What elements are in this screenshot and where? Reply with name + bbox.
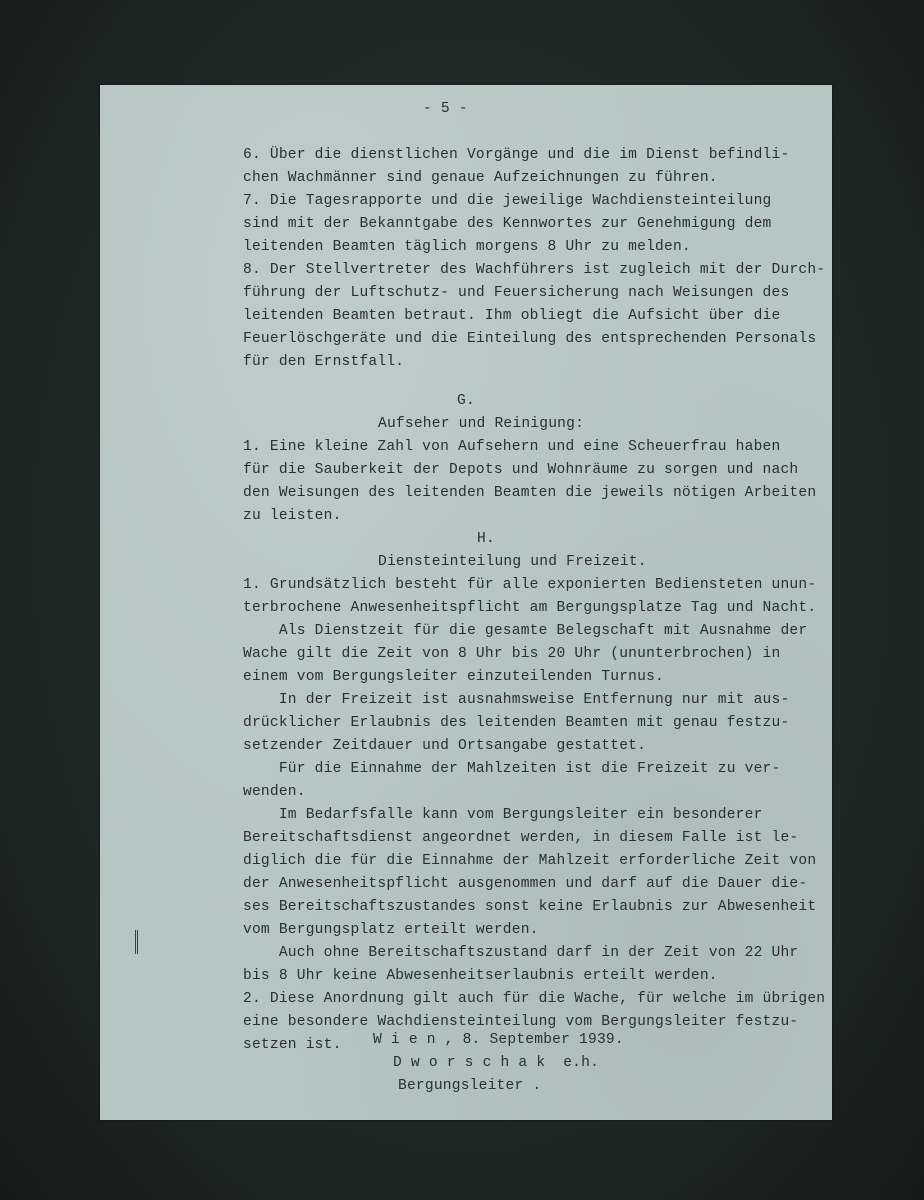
closing-place-date: W i e n , 8. September 1939.: [373, 1032, 624, 1048]
text-line: zu leisten.: [243, 508, 342, 524]
text-line: Feuerlöschgeräte und die Einteilung des entsprechenden Personals: [243, 331, 817, 347]
text-line: für die Sauberkeit der Depots und Wohnräume zu sorgen und nach: [243, 462, 799, 478]
text-line: setzen ist.: [243, 1037, 342, 1053]
text-line: 1. Eine kleine Zahl von Aufsehern und eine Scheuerfrau haben: [243, 439, 781, 455]
text-line: bis 8 Uhr keine Abwesenheitserlaubnis erteilt werden.: [243, 968, 718, 984]
text-line: wenden.: [243, 784, 306, 800]
section-h-letter: H.: [477, 531, 495, 547]
section-h-heading: Diensteinteilung und Freizeit.: [378, 554, 647, 570]
text-line: 8. Der Stellvertreter des Wachführers ist zugleich mit der Durch-: [243, 262, 826, 278]
text-line: sind mit der Bekanntgabe des Kennwortes zur Genehmigung dem: [243, 216, 772, 232]
text-line: eine besondere Wachdiensteinteilung vom Bergungsleiter festzu-: [243, 1014, 799, 1030]
text-line: diglich die für die Einnahme der Mahlzeit erforderliche Zeit von: [243, 853, 817, 869]
text-line: drücklicher Erlaubnis des leitenden Beamten mit genau festzu-: [243, 715, 790, 731]
text-line: chen Wachmänner sind genaue Aufzeichnungen zu führen.: [243, 170, 718, 186]
closing-title: Bergungsleiter .: [398, 1078, 542, 1094]
text-line: Als Dienstzeit für die gesamte Belegschaft mit Ausnahme der: [243, 623, 808, 639]
text-line: In der Freizeit ist ausnahmsweise Entfernung nur mit aus-: [243, 692, 790, 708]
margin-mark: [135, 930, 138, 954]
text-line: 7. Die Tagesrapporte und die jeweilige Wachdiensteinteilung: [243, 193, 772, 209]
text-line: vom Bergungsplatz erteilt werden.: [243, 922, 539, 938]
document-page: [100, 85, 832, 1120]
text-line: terbrochene Anwesenheitspflicht am Bergungsplatze Tag und Nacht.: [243, 600, 817, 616]
text-line: ses Bereitschaftszustandes sonst keine Erlaubnis zur Abwesenheit: [243, 899, 817, 915]
text-line: 2. Diese Anordnung gilt auch für die Wache, für welche im übrigen: [243, 991, 826, 1007]
section-g-heading: Aufseher und Reinigung:: [378, 416, 585, 432]
text-line: 1. Grundsätzlich besteht für alle exponierten Bediensteten unun-: [243, 577, 817, 593]
text-line: setzender Zeitdauer und Ortsangabe gestattet.: [243, 738, 647, 754]
text-line: für den Ernstfall.: [243, 354, 405, 370]
text-line: leitenden Beamten täglich morgens 8 Uhr zu melden.: [243, 239, 691, 255]
closing-signature: D w o r s c h a k e.h.: [393, 1055, 600, 1071]
section-g-letter: G.: [457, 393, 475, 409]
text-line: führung der Luftschutz- und Feuersicherung nach Weisungen des: [243, 285, 790, 301]
text-line: der Anwesenheitspflicht ausgenommen und darf auf die Dauer die-: [243, 876, 808, 892]
text-line: Wache gilt die Zeit von 8 Uhr bis 20 Uhr (ununterbrochen) in: [243, 646, 781, 662]
text-line: einem vom Bergungsleiter einzuteilenden Turnus.: [243, 669, 665, 685]
text-line: den Weisungen des leitenden Beamten die jeweils nötigen Arbeiten: [243, 485, 817, 501]
text-line: Auch ohne Bereitschaftszustand darf in der Zeit von 22 Uhr: [243, 945, 799, 961]
text-line: Für die Einnahme der Mahlzeiten ist die Freizeit zu ver-: [243, 761, 781, 777]
text-line: Bereitschaftsdienst angeordnet werden, in diesem Falle ist le-: [243, 830, 799, 846]
page-number: - 5 -: [423, 101, 468, 117]
text-line: 6. Über die dienstlichen Vorgänge und die im Dienst befindli-: [243, 147, 790, 163]
text-line: leitenden Beamten betraut. Ihm obliegt die Aufsicht über die: [243, 308, 781, 324]
text-line: Im Bedarfsfalle kann vom Bergungsleiter ein besonderer: [243, 807, 763, 823]
